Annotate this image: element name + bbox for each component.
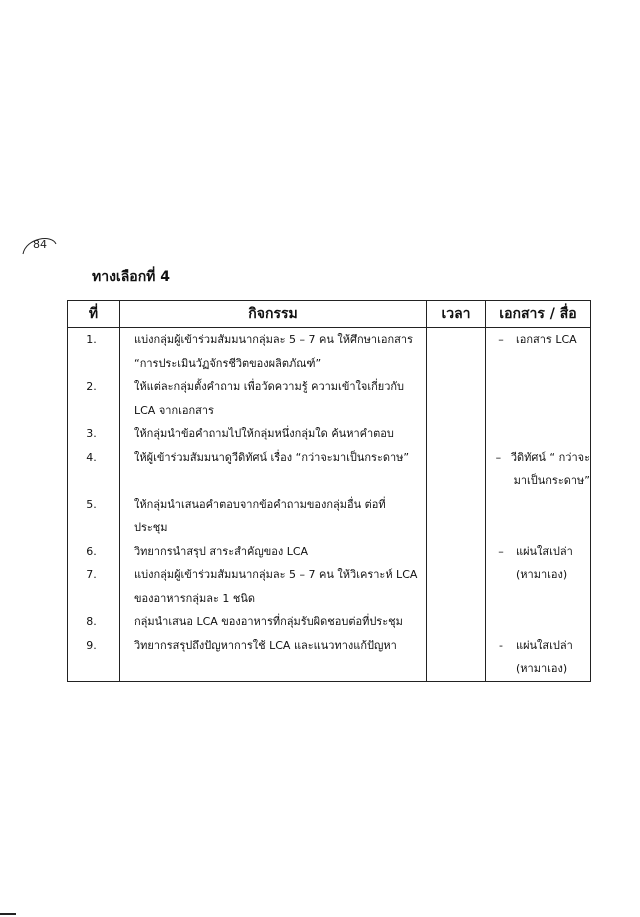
media-dash: – xyxy=(498,333,504,346)
activity-table xyxy=(67,300,591,682)
header-time: เวลา xyxy=(427,301,486,328)
media-text xyxy=(516,399,590,423)
row-number xyxy=(68,352,119,376)
time-line xyxy=(427,516,485,540)
activity-line: ให้แต่ละกลุ่มตั้งคำถาม เพื่อวัดความรู้ ความเข้าใจเกี่ยวกับ xyxy=(134,380,405,393)
time-line xyxy=(427,422,485,446)
time-line xyxy=(427,399,485,423)
row-number xyxy=(68,469,119,493)
activity-line xyxy=(120,469,426,493)
media-text: เอกสาร LCA xyxy=(516,333,577,346)
media-line xyxy=(486,469,590,493)
activity-line: กลุ่มนำเสนอ LCA ของอาหารที่กลุ่มรับผิดชอบต่อที่ประชุม xyxy=(134,615,403,628)
time-column xyxy=(427,328,486,682)
time-line xyxy=(427,446,485,470)
media-text: มาเป็นกระดาษ” xyxy=(513,474,590,487)
activity-line: วิทยากรนำสรุป สาระสำคัญของ LCA xyxy=(134,544,309,558)
row-number xyxy=(68,587,119,611)
media-text: (หามาเอง) xyxy=(516,662,568,675)
row-number: 3. xyxy=(86,427,97,440)
media-text xyxy=(516,610,590,634)
activity-line: ประชุม xyxy=(134,521,168,534)
time-line xyxy=(427,493,485,517)
header-media: เอกสาร / สื่อ xyxy=(486,301,591,328)
media-line xyxy=(486,563,590,587)
media-line xyxy=(486,634,590,658)
media-line xyxy=(486,422,590,446)
time-line xyxy=(427,634,485,658)
activity-line: ให้กลุ่มนำเสนอคำตอบจากข้อคำถามของกลุ่มอื่น ต่อที่ xyxy=(134,497,386,511)
activity-line: แบ่งกลุ่มผู้เข้าร่วมสัมมนากลุ่มละ 5 – 7 คน ให้วิเคราะห์ LCA xyxy=(134,568,418,581)
time-line xyxy=(427,375,485,399)
time-line xyxy=(427,328,485,352)
media-dash xyxy=(486,493,516,517)
section-heading: ทางเลือกที่ 4 xyxy=(92,269,171,285)
media-line xyxy=(486,493,590,517)
media-dash xyxy=(486,422,516,446)
time-line xyxy=(427,540,485,564)
activity-line: LCA จากเอกสาร xyxy=(134,403,214,417)
media-line xyxy=(486,587,590,611)
media-line xyxy=(486,399,590,423)
media-text: วีดิทัศน์ “ กว่าจะ xyxy=(510,450,590,464)
media-dash xyxy=(486,469,514,493)
time-line xyxy=(427,610,485,634)
row-number: 4. xyxy=(86,450,97,464)
media-dash xyxy=(486,587,516,611)
time-line xyxy=(427,469,485,493)
row-number xyxy=(68,516,119,540)
row-number: 7. xyxy=(86,568,97,581)
media-text xyxy=(516,422,590,446)
media-text xyxy=(516,493,590,517)
time-line xyxy=(427,587,485,611)
row-number: 9. xyxy=(86,638,97,652)
media-text: (หามาเอง) xyxy=(516,568,568,581)
media-text xyxy=(516,375,590,399)
media-text: แผ่นใสเปล่า xyxy=(516,638,573,652)
media-dash xyxy=(486,516,516,540)
media-text: แผ่นใสเปล่า xyxy=(516,544,573,558)
page-number-badge xyxy=(20,228,60,256)
media-dash xyxy=(486,399,516,423)
media-line xyxy=(486,375,590,399)
media-dash xyxy=(486,375,516,399)
header-no: ที่ xyxy=(68,301,120,328)
no-column xyxy=(68,328,120,682)
edge-mark xyxy=(0,913,16,915)
row-number: 1. xyxy=(86,333,97,346)
activity-line: วิทยากรสรุปถึงปัญหาการใช้ LCA และแนวทางแก้ปัญหา xyxy=(134,638,397,652)
activity-line: ของอาหารกลุ่มละ 1 ชนิด xyxy=(134,591,256,605)
media-dash xyxy=(486,657,516,681)
row-number: 2. xyxy=(86,380,97,393)
row-number: 5. xyxy=(86,497,97,511)
activity-line xyxy=(120,657,426,681)
media-line xyxy=(486,540,590,564)
activity-line: “การประเมินวัฏจักรชีวิตของผลิตภัณฑ์” xyxy=(134,356,322,370)
row-number: 6. xyxy=(86,544,97,558)
media-line xyxy=(486,516,590,540)
media-line xyxy=(486,446,590,470)
media-dash xyxy=(486,563,516,587)
page-number: 84 xyxy=(33,238,47,251)
time-line xyxy=(427,563,485,587)
media-dash xyxy=(486,352,516,376)
row-number xyxy=(68,399,119,423)
media-dash: - xyxy=(499,638,503,652)
table-body-row xyxy=(68,328,591,682)
media-text xyxy=(516,352,590,376)
table-header-row xyxy=(68,301,591,328)
media-dash xyxy=(486,610,516,634)
media-line xyxy=(486,352,590,376)
media-line xyxy=(486,610,590,634)
activity-line: ให้กลุ่มนำข้อคำถามไปให้กลุ่มหนึ่งกลุ่มใด ค้นหาคำตอบ xyxy=(134,427,394,440)
time-line xyxy=(427,657,485,681)
media-text xyxy=(516,516,590,540)
media-text xyxy=(516,587,590,611)
time-line xyxy=(427,352,485,376)
media-dash: – xyxy=(498,544,504,558)
activity-line: แบ่งกลุ่มผู้เข้าร่วมสัมมนากลุ่มละ 5 – 7 คน ให้ศึกษาเอกสาร xyxy=(134,333,413,346)
activity-column xyxy=(120,328,427,682)
media-line xyxy=(486,657,590,681)
media-line xyxy=(486,328,590,352)
header-activity: กิจกรรม xyxy=(120,301,427,328)
row-number: 8. xyxy=(86,615,97,628)
row-number xyxy=(68,657,119,681)
media-dash: – xyxy=(495,450,502,464)
media-column xyxy=(486,328,591,682)
activity-line: ให้ผู้เข้าร่วมสัมมนาดูวีดิทัศน์ เรื่อง “กว่าจะมาเป็นกระดาษ” xyxy=(134,450,410,464)
